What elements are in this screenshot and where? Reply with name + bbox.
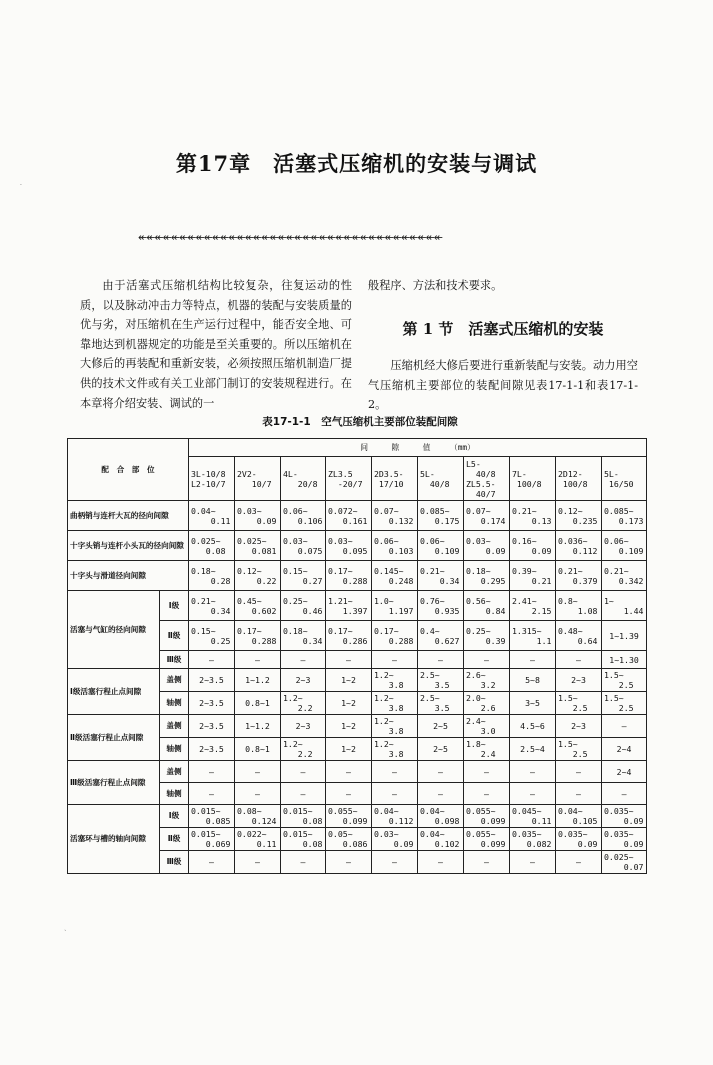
value-cell: — <box>556 783 602 805</box>
value-cell: 2~5 <box>418 715 464 738</box>
value-cell: 0.16~ 0.09 <box>510 531 556 561</box>
value-cell: — <box>189 761 235 783</box>
value-cell: 1~2 <box>326 669 372 692</box>
value-cell: — <box>281 761 326 783</box>
value-cell: 0.18~ 0.28 <box>189 561 235 591</box>
value-cell: — <box>189 851 235 874</box>
value-cell: 0.06~ 0.103 <box>372 531 418 561</box>
value-cell: 0.04~ 0.105 <box>556 805 602 828</box>
value-cell: — <box>372 783 418 805</box>
value-cell: — <box>326 783 372 805</box>
value-cell: 0.17~ 0.288 <box>326 561 372 591</box>
value-cell: — <box>372 651 418 669</box>
value-cell: 0.8~1 <box>235 738 281 761</box>
value-cell: 0.17~ 0.288 <box>235 621 281 651</box>
value-cell: 0.04~ 0.102 <box>418 828 464 851</box>
group-label: 活塞环与槽的轴向间隙 <box>68 805 160 874</box>
value-cell: 0.12~ 0.22 <box>235 561 281 591</box>
table-row <box>68 761 647 783</box>
grade-label: Ⅱ级 <box>160 621 189 651</box>
value-cell: 0.035~ 0.09 <box>556 828 602 851</box>
table-row <box>68 561 647 591</box>
value-cell: 2~3 <box>281 669 326 692</box>
value-cell: 2.5~ 3.5 <box>418 669 464 692</box>
value-cell: 0.12~ 0.235 <box>556 501 602 531</box>
model-header: 7L- 100/8 <box>510 457 556 501</box>
value-cell: 0.035~ 0.09 <box>602 828 647 851</box>
value-cell: 2~3.5 <box>189 692 235 715</box>
value-cell: 4.5~6 <box>510 715 556 738</box>
value-cell: 1~2 <box>326 715 372 738</box>
value-cell: 1.8~ 2.4 <box>464 738 510 761</box>
value-cell: 0.07~ 0.174 <box>464 501 510 531</box>
value-cell: 2.0~ 2.6 <box>464 692 510 715</box>
table-row <box>68 591 647 621</box>
value-cell: 2~4 <box>602 738 647 761</box>
value-cell: 0.072~ 0.161 <box>326 501 372 531</box>
value-cell: — <box>326 761 372 783</box>
value-cell: 1.2~ 3.8 <box>372 738 418 761</box>
table-row <box>68 439 647 457</box>
value-cell: 0.045~ 0.11 <box>510 805 556 828</box>
group-label: Ⅲ级活塞行程止点间隙 <box>68 761 160 805</box>
value-cell: 0.015~ 0.085 <box>189 805 235 828</box>
value-cell: — <box>326 651 372 669</box>
value-cell: 1~ 1.44 <box>602 591 647 621</box>
value-cell: 1~2 <box>326 738 372 761</box>
value-cell: 0.04~ 0.11 <box>189 501 235 531</box>
chapter-title: 第17章 活塞式压缩机的安装与调试 <box>175 151 538 176</box>
value-cell: 1~1.2 <box>235 715 281 738</box>
value-cell: 1.2~ 2.2 <box>281 738 326 761</box>
value-cell: 2~3 <box>281 715 326 738</box>
value-cell: 1.2~ 3.8 <box>372 669 418 692</box>
value-cell: 0.05~ 0.086 <box>326 828 372 851</box>
value-cell: 0.21~ 0.379 <box>556 561 602 591</box>
clearance-span-header: 间 隙 值 （mm） <box>189 439 647 457</box>
value-cell: — <box>372 761 418 783</box>
side-label: 轴侧 <box>160 783 189 805</box>
grade-label: Ⅰ级 <box>160 805 189 828</box>
group-label: Ⅱ级活塞行程止点间隙 <box>68 715 160 761</box>
model-header: 2V2- 10/7 <box>235 457 281 501</box>
value-cell: — <box>372 851 418 874</box>
table-caption: 表17-1-1 空气压缩机主要部位装配间隙 <box>262 416 458 428</box>
value-cell: 1~1.30 <box>602 651 647 669</box>
value-cell: 1.2~ 3.8 <box>372 692 418 715</box>
side-label: 轴侧 <box>160 692 189 715</box>
value-cell: 0.03~ 0.09 <box>464 531 510 561</box>
value-cell: 2.4~ 3.0 <box>464 715 510 738</box>
value-cell: 0.015~ 0.069 <box>189 828 235 851</box>
table-row <box>68 805 647 828</box>
value-cell: — <box>189 651 235 669</box>
value-cell: 0.18~ 0.34 <box>281 621 326 651</box>
value-cell: 0.21~ 0.13 <box>510 501 556 531</box>
value-cell: — <box>556 851 602 874</box>
value-cell: 0.035~ 0.082 <box>510 828 556 851</box>
value-cell: 0.055~ 0.099 <box>464 828 510 851</box>
value-cell: 1~2 <box>326 692 372 715</box>
value-cell: — <box>510 851 556 874</box>
table-row <box>68 715 647 738</box>
row-label: 曲柄销与连杆大瓦的径向间隙 <box>68 501 189 531</box>
side-label: 盖侧 <box>160 761 189 783</box>
value-cell: 0.035~ 0.09 <box>602 805 647 828</box>
value-cell: 0.48~ 0.64 <box>556 621 602 651</box>
value-cell: 1.21~ 1.397 <box>326 591 372 621</box>
value-cell: — <box>235 851 281 874</box>
value-cell: 0.25~ 0.39 <box>464 621 510 651</box>
value-cell: 2~3 <box>556 669 602 692</box>
value-cell: 0.21~ 0.342 <box>602 561 647 591</box>
intro-text: 由于活塞式压缩机结构比较复杂，往复运动的性质，以及脉动冲击力等特点，机器的装配与安装质量的优与劣，对压缩机在生产运行过程中，能否安全地、可靠地达到机器规定的功能是至关重要的。所以压缩机在大修后的再装配和重新安装，必须按照压缩机制造厂提供的技术文件或有关工业部门制订的安装规程进行。在本章将介绍安装、调试的一 <box>80 279 352 410</box>
table-row <box>68 501 647 531</box>
value-cell: 0.07~ 0.132 <box>372 501 418 531</box>
value-cell: 2~3.5 <box>189 715 235 738</box>
column-label-header: 配 合 部 位 <box>68 439 189 501</box>
grade-label: Ⅲ级 <box>160 851 189 874</box>
value-cell: — <box>602 715 647 738</box>
value-cell: 0.18~ 0.295 <box>464 561 510 591</box>
value-cell: 0.025~ 0.07 <box>602 851 647 874</box>
row-label: 十字头销与连杆小头瓦的径向间隙 <box>68 531 189 561</box>
value-cell: — <box>189 783 235 805</box>
value-cell: 1.315~ 1.1 <box>510 621 556 651</box>
value-cell: 0.25~ 0.46 <box>281 591 326 621</box>
value-cell: 0.39~ 0.21 <box>510 561 556 591</box>
value-cell: 2.41~ 2.15 <box>510 591 556 621</box>
value-cell: 0.8~ 1.08 <box>556 591 602 621</box>
value-cell: 1.5~ 2.5 <box>556 738 602 761</box>
side-label: 盖侧 <box>160 715 189 738</box>
value-cell: 0.04~ 0.112 <box>372 805 418 828</box>
value-cell: 1.5~ 2.5 <box>602 692 647 715</box>
value-cell: 1.2~ 2.2 <box>281 692 326 715</box>
intro-paragraph-tail: 般程序、方法和技术要求。 <box>368 279 503 292</box>
value-cell: 5~8 <box>510 669 556 692</box>
value-cell: 0.76~ 0.935 <box>418 591 464 621</box>
value-cell: 2.6~ 3.2 <box>464 669 510 692</box>
value-cell: — <box>602 783 647 805</box>
value-cell: 0.03~ 0.095 <box>326 531 372 561</box>
value-cell: — <box>556 761 602 783</box>
value-cell: 0.15~ 0.27 <box>281 561 326 591</box>
value-cell: — <box>464 783 510 805</box>
value-cell: 0.4~ 0.627 <box>418 621 464 651</box>
value-cell: — <box>235 651 281 669</box>
value-cell: 0.022~ 0.11 <box>235 828 281 851</box>
value-cell: 0.145~ 0.248 <box>372 561 418 591</box>
value-cell: 0.036~ 0.112 <box>556 531 602 561</box>
value-cell: 0.015~ 0.08 <box>281 805 326 828</box>
value-cell: 2~3.5 <box>189 669 235 692</box>
row-label: 十字头与滑道径向间隙 <box>68 561 189 591</box>
value-cell: 1.5~ 2.5 <box>602 669 647 692</box>
value-cell: 0.8~1 <box>235 692 281 715</box>
model-header: 5L- 40/8 <box>418 457 464 501</box>
value-cell: — <box>418 761 464 783</box>
value-cell: — <box>510 651 556 669</box>
value-cell: 1~1.39 <box>602 621 647 651</box>
model-header: 5L- 16/50 <box>602 457 647 501</box>
grade-label: Ⅲ级 <box>160 651 189 669</box>
model-header: 2D12- 100/8 <box>556 457 602 501</box>
value-cell: 1.0~ 1.197 <box>372 591 418 621</box>
value-cell: — <box>281 783 326 805</box>
margin-mark: · <box>20 182 22 189</box>
value-cell: 2~4 <box>602 761 647 783</box>
clearance-table <box>67 438 647 874</box>
value-cell: 1.5~ 2.5 <box>556 692 602 715</box>
value-cell: 0.45~ 0.602 <box>235 591 281 621</box>
value-cell: — <box>235 783 281 805</box>
section-title: 第 1 节 活塞式压缩机的安装 <box>402 320 604 338</box>
value-cell: 2~5 <box>418 738 464 761</box>
value-cell: 0.03~ 0.075 <box>281 531 326 561</box>
value-cell: 0.085~ 0.175 <box>418 501 464 531</box>
value-cell: — <box>510 783 556 805</box>
value-cell: — <box>418 651 464 669</box>
value-cell: 2~3 <box>556 715 602 738</box>
value-cell: 3~5 <box>510 692 556 715</box>
value-cell: — <box>556 651 602 669</box>
value-cell: 0.56~ 0.84 <box>464 591 510 621</box>
value-cell: 0.055~ 0.099 <box>464 805 510 828</box>
group-label: Ⅰ级活塞行程止点间隙 <box>68 669 160 715</box>
value-cell: — <box>281 651 326 669</box>
side-label: 轴侧 <box>160 738 189 761</box>
value-cell: — <box>510 761 556 783</box>
value-cell: 0.21~ 0.34 <box>418 561 464 591</box>
side-label: 盖侧 <box>160 669 189 692</box>
value-cell: 1.2~ 3.8 <box>372 715 418 738</box>
value-cell: 0.21~ 0.34 <box>189 591 235 621</box>
value-cell: — <box>326 851 372 874</box>
model-header: 2D3.5- 17/10 <box>372 457 418 501</box>
value-cell: 0.025~ 0.08 <box>189 531 235 561</box>
value-cell: 2~3.5 <box>189 738 235 761</box>
ornamental-divider: ↞↞↞↞↞↞↞↞↞↞↞↞↞↞↞↞↞↞↞↞↞↞↞↞↞↞↞↞↞↞↞↞↞↞↞↞↞ <box>138 232 443 244</box>
value-cell: — <box>418 783 464 805</box>
value-cell: 1~1.2 <box>235 669 281 692</box>
value-cell: 0.17~ 0.286 <box>326 621 372 651</box>
value-cell: 0.17~ 0.288 <box>372 621 418 651</box>
grade-label: Ⅰ级 <box>160 591 189 621</box>
value-cell: — <box>464 761 510 783</box>
value-cell: 0.085~ 0.173 <box>602 501 647 531</box>
value-cell: 2.5~4 <box>510 738 556 761</box>
table-row <box>68 531 647 561</box>
value-cell: 0.03~ 0.09 <box>372 828 418 851</box>
value-cell: 0.06~ 0.106 <box>281 501 326 531</box>
model-header: L5- 40/8 ZL5.5- 40/7 <box>464 457 510 501</box>
table-row <box>68 669 647 692</box>
value-cell: 0.015~ 0.08 <box>281 828 326 851</box>
value-cell: 0.025~ 0.081 <box>235 531 281 561</box>
grade-label: Ⅱ级 <box>160 828 189 851</box>
value-cell: — <box>235 761 281 783</box>
value-cell: 0.03~ 0.09 <box>235 501 281 531</box>
value-cell: 0.08~ 0.124 <box>235 805 281 828</box>
model-header: 3L-10/8 L2-10/7 <box>189 457 235 501</box>
value-cell: — <box>464 851 510 874</box>
value-cell: 0.055~ 0.099 <box>326 805 372 828</box>
group-label: 活塞与气缸的径向间隙 <box>68 591 160 669</box>
value-cell: — <box>464 651 510 669</box>
value-cell: — <box>418 851 464 874</box>
value-cell: 0.15~ 0.25 <box>189 621 235 651</box>
section-paragraph: 压缩机经大修后要进行重新装配与安装。动力用空气压缩机主要部位的装配间隙见表17-1-1和表17-1-2。 <box>368 359 638 412</box>
model-header: ZL3.5 -20/7 <box>326 457 372 501</box>
margin-mark: ` <box>64 930 67 937</box>
value-cell: 0.04~ 0.098 <box>418 805 464 828</box>
intro-paragraph <box>80 276 352 413</box>
value-cell: 0.06~ 0.109 <box>418 531 464 561</box>
value-cell: 0.06~ 0.109 <box>602 531 647 561</box>
value-cell: — <box>281 851 326 874</box>
value-cell: 2.5~ 3.5 <box>418 692 464 715</box>
model-header: 4L- 20/8 <box>281 457 326 501</box>
